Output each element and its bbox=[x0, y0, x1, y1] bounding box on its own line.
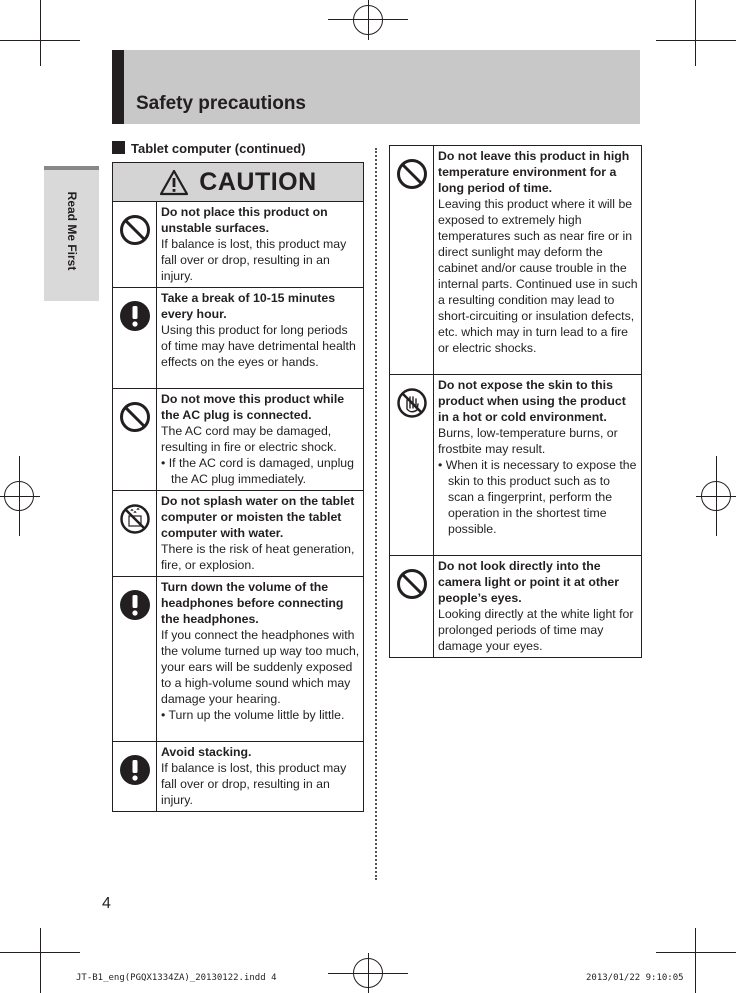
page-title: Safety precautions bbox=[136, 93, 306, 114]
prohibition-icon bbox=[113, 202, 157, 287]
caution-item-title: Do not move this product while the AC plug is connected. bbox=[161, 392, 345, 422]
prohibition-icon bbox=[113, 389, 157, 490]
caution-item-text bbox=[157, 491, 363, 576]
footer-timestamp: 2013/01/22 9:10:05 bbox=[586, 973, 684, 983]
caution-table-left bbox=[112, 162, 364, 812]
caution-item-body: Using this product for long periods of time may have detrimental health effects on the eyes or hands. bbox=[161, 323, 356, 369]
no-touch-icon bbox=[390, 375, 434, 555]
column-divider bbox=[375, 148, 377, 880]
caution-item-text bbox=[434, 375, 641, 555]
caution-item-text bbox=[157, 389, 363, 490]
caution-item bbox=[113, 742, 363, 811]
caution-item bbox=[113, 491, 363, 577]
caution-item-body: The AC cord may be damaged, resulting in fire or electric shock. bbox=[161, 424, 337, 454]
no-water-icon bbox=[113, 491, 157, 576]
caution-item-title: Turn down the volume of the headphones before connecting the headphones. bbox=[161, 580, 344, 626]
caution-item-text bbox=[157, 288, 363, 388]
footer-file-info: JT-B1_eng(PGQX1334ZA)_20130122.indd 4 bbox=[76, 973, 277, 983]
caution-item-bullet: • When it is necessary to expose the skin to this product such as to scan a fingerprint, perform the operation in the shortest time possible. bbox=[438, 458, 637, 536]
caution-item-title: Do not place this product on unstable surfaces. bbox=[161, 205, 328, 235]
caution-item bbox=[113, 288, 363, 389]
caution-item-title: Avoid stacking. bbox=[161, 745, 252, 759]
caution-table-right bbox=[389, 145, 642, 658]
caution-item-bullet: • Turn up the volume little by little. bbox=[161, 708, 345, 722]
caution-label: CAUTION bbox=[199, 167, 317, 196]
caution-item-body: Leaving this product where it will be exposed to extremely high temperatures such as near fire or in direct sunlight may deform the cabinet and/or cause trouble in the internal parts. Continued use in such a resulting condition may lead to short-circuiting or insulation defects, etc. which may in turn lead to a fire or electric shocks. bbox=[438, 197, 638, 355]
header-accent bbox=[112, 50, 124, 124]
caution-item-title: Do not expose the skin to this product when using the product in a hot or cold environment. bbox=[438, 378, 626, 424]
caution-item-body: If balance is lost, this product may fall over or drop, resulting in an injury. bbox=[161, 761, 347, 807]
prohibition-icon bbox=[390, 556, 434, 657]
caution-item-body: Looking directly at the white light for prolonged periods of time may damage your eyes. bbox=[438, 607, 634, 653]
caution-item-body: There is the risk of heat generation, fire, or explosion. bbox=[161, 542, 355, 572]
caution-item-title: Do not leave this product in high temperature environment for a long period of time. bbox=[438, 149, 630, 195]
caution-item bbox=[390, 375, 641, 556]
caution-item-title: Take a break of 10-15 minutes every hour. bbox=[161, 291, 336, 321]
caution-header bbox=[113, 163, 363, 202]
prohibition-icon bbox=[390, 146, 434, 374]
caution-item-text bbox=[157, 202, 363, 287]
page-number: 4 bbox=[102, 895, 111, 912]
section-bullet-square bbox=[112, 141, 125, 154]
caution-item bbox=[113, 577, 363, 742]
mandatory-action-icon bbox=[113, 742, 157, 811]
side-tab-label: Read Me First bbox=[65, 191, 79, 271]
caution-item-body: If you connect the headphones with the volume turned up way too much, your ears will be suddenly exposed to a high-volume sound which may damage your hearing. bbox=[161, 628, 360, 706]
section-title: Tablet computer (continued) bbox=[131, 141, 306, 156]
caution-item bbox=[390, 556, 641, 657]
caution-item-body: Burns, low-temperature burns, or frostbite may result. bbox=[438, 426, 618, 456]
warning-triangle-icon bbox=[159, 169, 189, 196]
caution-item-title: Do not look directly into the camera light or point it at other people’s eyes. bbox=[438, 559, 620, 605]
caution-item-bullet: • If the AC cord is damaged, unplug the AC plug immediately. bbox=[161, 456, 354, 486]
caution-item-text bbox=[157, 577, 363, 741]
caution-item-text bbox=[434, 146, 641, 374]
mandatory-action-icon bbox=[113, 577, 157, 741]
mandatory-action-icon bbox=[113, 288, 157, 388]
caution-item-title: Do not splash water on the tablet computer or moisten the tablet computer with water. bbox=[161, 494, 355, 540]
caution-item bbox=[113, 389, 363, 491]
caution-item-text bbox=[157, 742, 363, 811]
caution-item bbox=[390, 146, 641, 375]
caution-item-text bbox=[434, 556, 641, 657]
caution-item-body: If balance is lost, this product may fall over or drop, resulting in an injury. bbox=[161, 237, 347, 283]
caution-item bbox=[113, 202, 363, 288]
